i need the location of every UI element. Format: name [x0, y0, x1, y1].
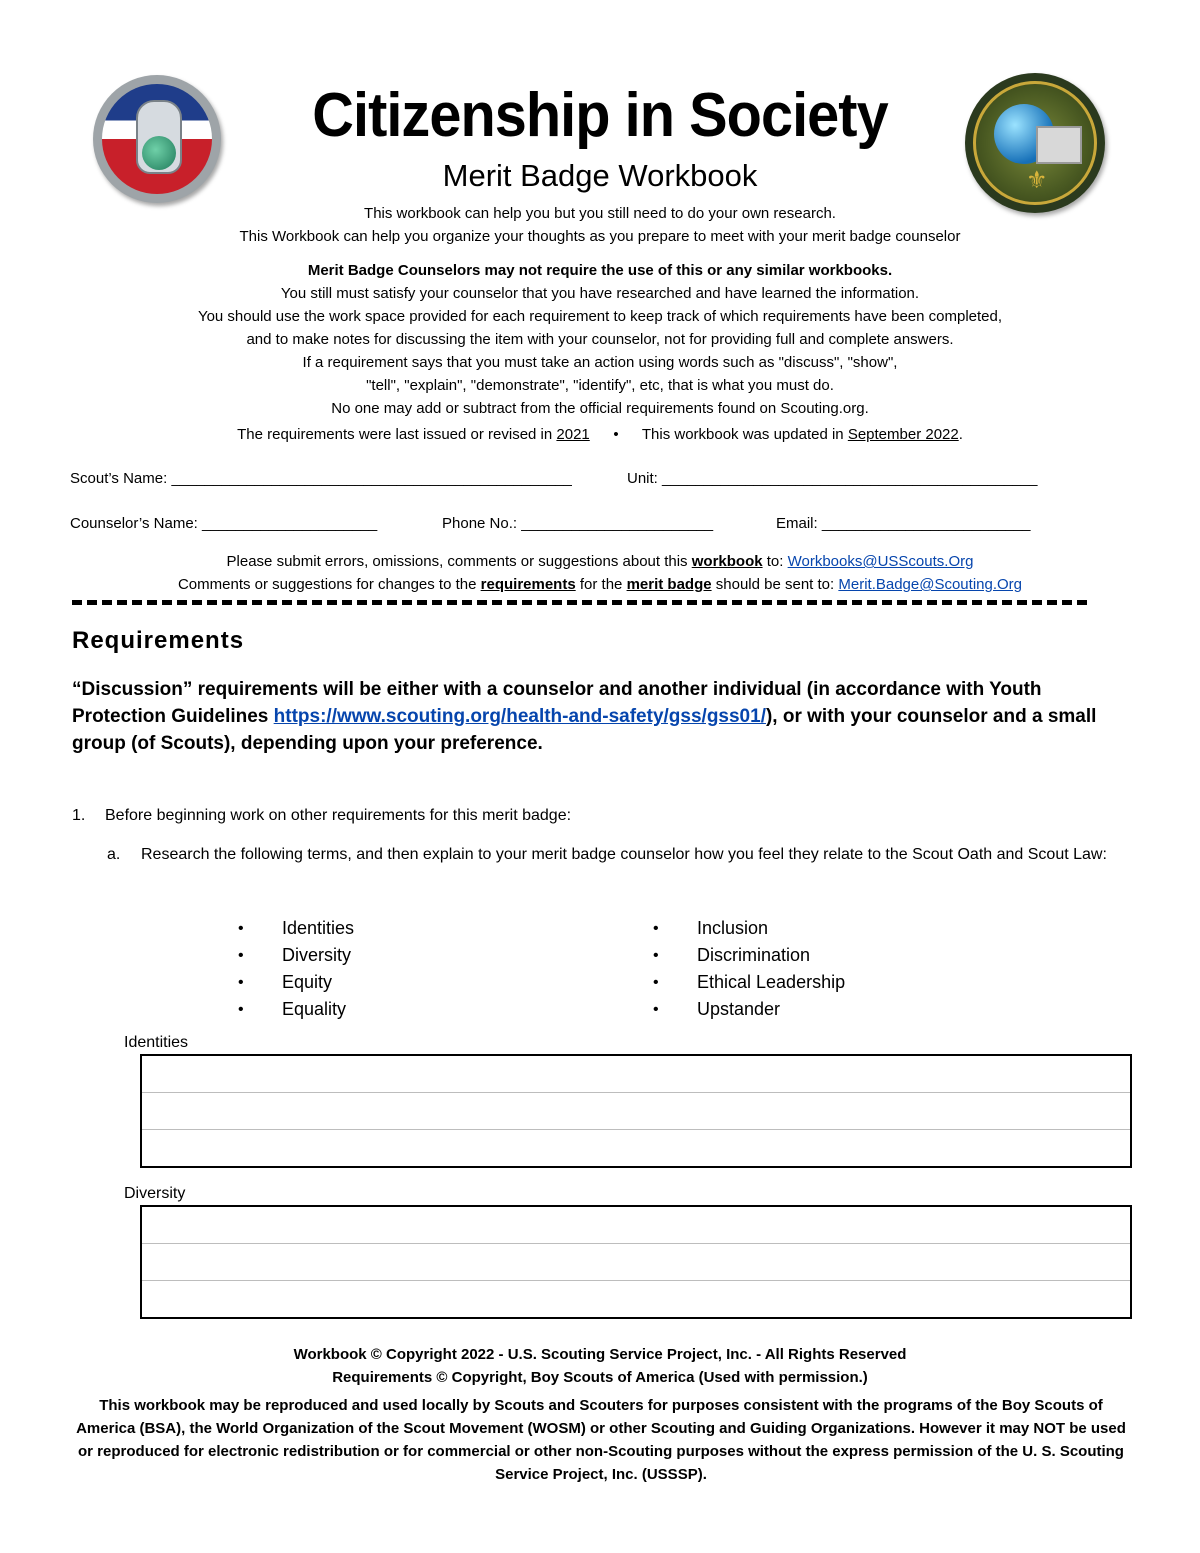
notice-line: If a requirement says that you must take an action using words such as "discuss", "show", [302, 354, 898, 371]
diversity-answer-box[interactable] [140, 1205, 1132, 1319]
intro-line: This workbook can help you but you still need to do your own research. [364, 205, 836, 222]
workbooks-email-link[interactable]: Workbooks@USScouts.Org [787, 553, 974, 570]
updated-date: September 2022 [847, 426, 959, 443]
counselor-name-label: Counselor’s Name: [70, 515, 198, 532]
notice-line: "tell", "explain", "demonstrate", "identify", etc, that is what you must do. [366, 377, 834, 394]
separator: • [613, 426, 619, 443]
updated-suffix: . [958, 426, 963, 443]
unit-label: Unit: [627, 470, 658, 487]
answer-line[interactable] [142, 1207, 1130, 1244]
notice-line: and to make notes for discussing the item with your counselor, not for providing full and complete answers. [246, 331, 954, 348]
requirement-1-text: Before beginning work on other requirements for this merit badge: [105, 807, 572, 824]
counselor-name-line[interactable]: _____________________ [202, 515, 378, 532]
intro-line: This Workbook can help you organize your thoughts as you prepare to meet with your merit badge counselor [239, 228, 961, 245]
answer-line[interactable] [142, 1281, 1130, 1317]
merit-badge-emphasis: merit badge [626, 576, 712, 593]
revised-year: 2021 [556, 426, 590, 443]
submit-text: Comments or suggestions for changes to the [177, 576, 477, 593]
dashed-divider [72, 600, 1087, 605]
workbook-emphasis: workbook [691, 553, 763, 570]
phone-label: Phone No.: [442, 515, 518, 532]
identities-box-label: Identities [124, 1034, 189, 1051]
answer-line[interactable] [142, 1130, 1130, 1166]
list-item: • Upstander [653, 996, 845, 1023]
email-label: Email: [776, 515, 818, 532]
answer-line[interactable] [142, 1093, 1130, 1130]
submit-line-1 [0, 550, 1200, 573]
list-item: • Equity [238, 969, 354, 996]
identities-answer-box[interactable] [140, 1054, 1132, 1168]
intro [0, 202, 1200, 248]
page-title: Citizenship in Society [312, 81, 888, 150]
answer-line[interactable] [142, 1244, 1130, 1281]
submit-text: should be sent to: [715, 576, 835, 593]
merit-badge-email-link[interactable]: Merit.Badge@Scouting.Org [838, 576, 1023, 593]
requirement-1a-text: Research the following terms, and then explain to your merit badge counselor how you feel they relate to the Scout Oath and Scout Law: [141, 846, 1107, 863]
submit-text: Please submit errors, omissions, comments or suggestions about this [226, 553, 688, 570]
list-item: • Equality [238, 996, 354, 1023]
phone-field[interactable] [442, 515, 713, 532]
counselor-notice: Merit Badge Counselors may not require the use of this or any similar workbooks. [307, 262, 893, 279]
answer-line[interactable] [142, 1056, 1130, 1093]
discussion-text: ), or with your counselor and a small group (of Scouts), depending upon your preference. [72, 706, 1097, 754]
notice-line: You still must satisfy your counselor that you have researched and have learned the information. [280, 285, 920, 302]
scout-name-line[interactable]: ________________________________________________ [171, 470, 572, 487]
youth-protection-link[interactable]: https://www.scouting.org/health-and-safety/gss/gss01/ [273, 706, 766, 727]
list-item: • Identities [238, 915, 354, 942]
requirement-1-number: 1. [72, 807, 86, 824]
list-item: • Diversity [238, 942, 354, 969]
scout-name-field[interactable] [70, 470, 572, 487]
list-item: • Discrimination [653, 942, 845, 969]
notice [0, 259, 1200, 420]
email-line[interactable]: _________________________ [821, 515, 1031, 532]
revised-prefix: The requirements were last issued or revised in [237, 426, 553, 443]
unit-field[interactable] [627, 470, 1037, 487]
phone-line[interactable]: _______________________ [521, 515, 714, 532]
footer-copyright [0, 1343, 1200, 1389]
terms-list-left [238, 915, 354, 1023]
page-subtitle: Merit Badge Workbook [442, 158, 758, 193]
fleur-de-lis-icon: ⚜ [1026, 167, 1048, 194]
submit-notice [0, 550, 1200, 596]
diversity-box-label: Diversity [124, 1185, 186, 1202]
requirements-heading: Requirements [72, 627, 245, 654]
submit-line-2 [0, 573, 1200, 596]
terms-list-right [653, 915, 845, 1023]
submit-text: for the [579, 576, 623, 593]
email-field[interactable] [776, 515, 1030, 532]
reproduction-notice: This workbook may be reproduced and used locally by Scouts and Scouters for purposes consistent with the programs of the Boy Scouts of America (BSA), the World Organization of the Scout Movement (WOSM) or other Scouting and Guiding Organizations. However it may NOT be used or reproduced for electronic redistribution or for commercial or other non-Scouting purposes without the express permission of the U. S. Scouting Service Project, Inc. (USSSP). [76, 1397, 1126, 1483]
list-item: • Inclusion [653, 915, 845, 942]
requirement-1a-letter: a. [107, 846, 121, 863]
updated-prefix: This workbook was updated in [641, 426, 844, 443]
discussion-note [72, 676, 1132, 757]
list-item: • Ethical Leadership [653, 969, 845, 996]
requirements-copyright: Requirements © Copyright, Boy Scouts of America (Used with permission.) [332, 1369, 868, 1386]
scout-name-label: Scout’s Name: [70, 470, 168, 487]
submit-text: to: [766, 553, 784, 570]
discussion-text: “Discussion” requirements will be either with a counselor and another individual (in accordance with Youth Protection Guidelines [72, 679, 1042, 727]
requirements-emphasis: requirements [480, 576, 576, 593]
notice-line: No one may add or subtract from the official requirements found on Scouting.org. [331, 400, 869, 417]
unit-line[interactable]: _____________________________________________ [662, 470, 1038, 487]
counselor-name-field[interactable] [70, 515, 377, 532]
notice-line: You should use the work space provided for each requirement to keep track of which requirements have been completed, [197, 308, 1003, 325]
workbook-copyright: Workbook © Copyright 2022 - U.S. Scouting Service Project, Inc. - All Rights Reserved [293, 1346, 907, 1363]
revision-info [0, 423, 1200, 446]
